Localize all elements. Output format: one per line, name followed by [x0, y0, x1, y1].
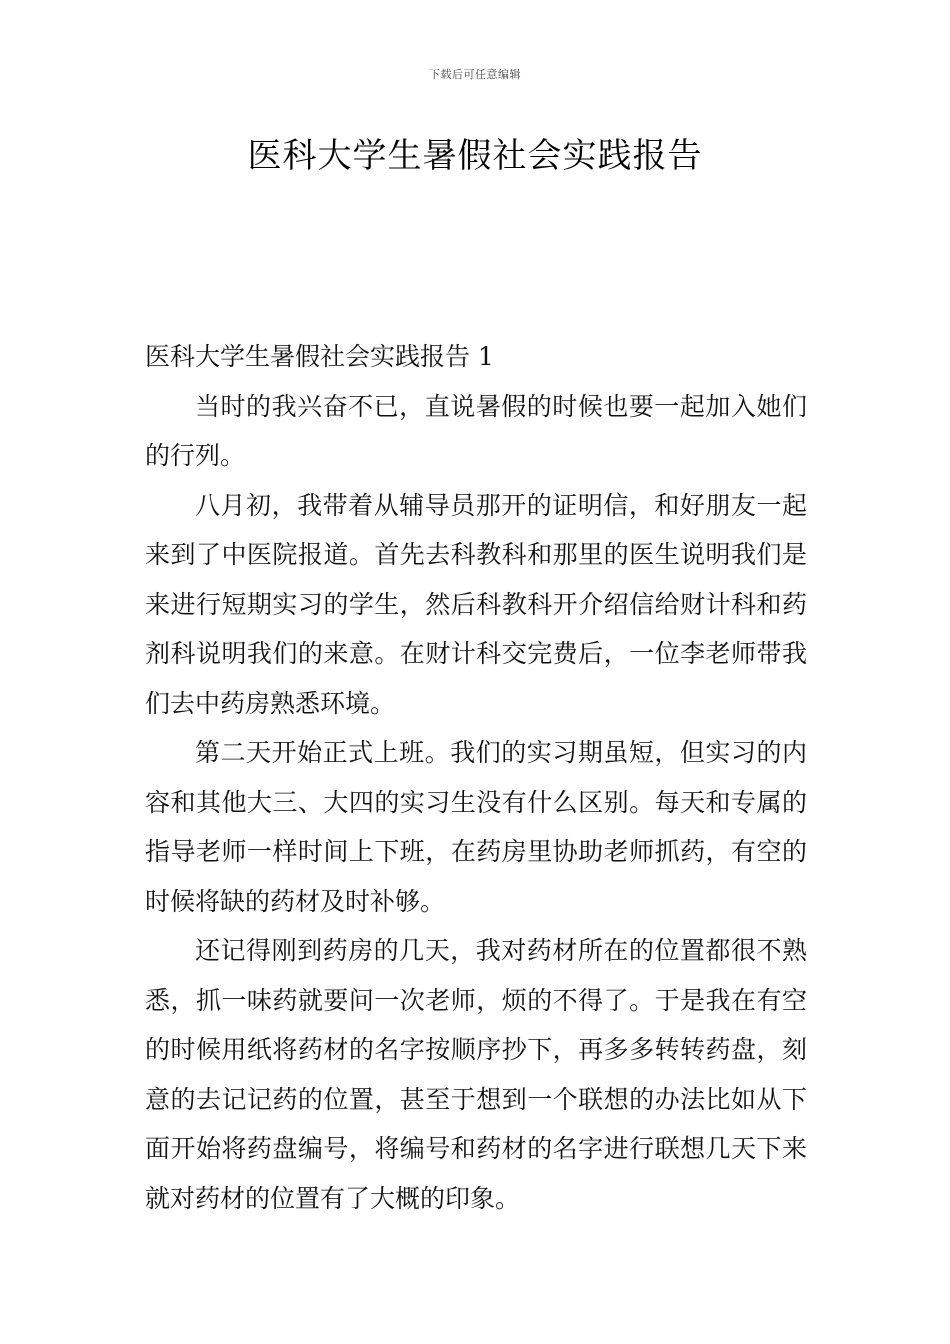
paragraph: 八月初，我带着从辅导员那开的证明信，和好朋友一起来到了中医院报道。首先去科教科和那里的医生说明我们是来进行短期实习的学生，然后科教科开介绍信给财计科和药剂科说明我们的来意。在财计科交完费后，一位李老师带我们去中药房熟悉环境。	[145, 490, 807, 718]
document-body	[145, 332, 807, 1223]
header-note: 下载后可任意编辑	[429, 68, 521, 81]
paragraph: 当时的我兴奋不已，直说暑假的时候也要一起加入她们的行列。	[145, 391, 807, 470]
paragraph: 还记得刚到药房的几天，我对药材所在的位置都很不熟悉，抓一味药就要问一次老师，烦的不得了。于是我在有空的时候用纸将药材的名字按顺序抄下，再多多转转药盘，刻意的去记记药的位置，甚至于想到一个联想的办法比如从下面开始将药盘编号，将编号和药材的名字进行联想几天下来就对药材的位置有了大概的印象。	[145, 936, 807, 1213]
paragraph: 第二天开始正式上班。我们的实习期虽短，但实习的内容和其他大三、大四的实习生没有什么区别。每天和专属的指导老师一样时间上下班，在药房里协助老师抓药，有空的时候将缺的药材及时补够。	[145, 738, 807, 916]
document-title: 医科大学生暑假社会实践报告	[247, 136, 703, 176]
section-heading: 医科大学生暑假社会实践报告 1	[145, 342, 494, 371]
